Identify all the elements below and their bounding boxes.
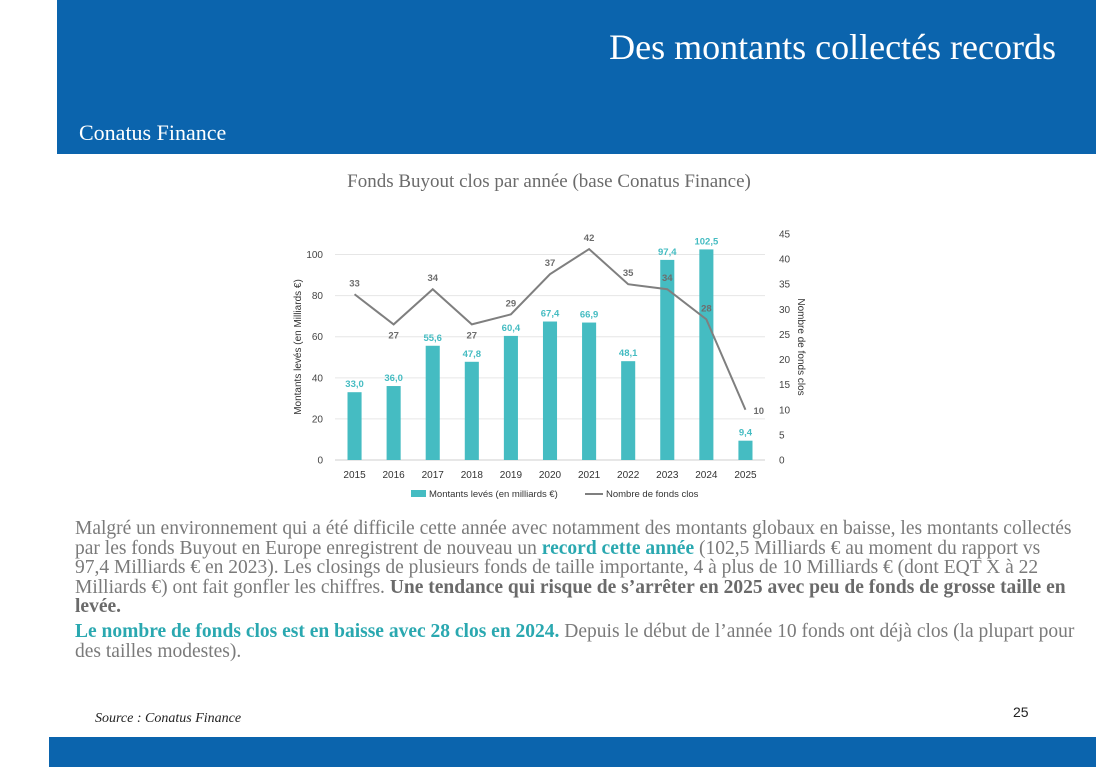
x-tick-label: 2023	[656, 470, 679, 481]
legend-label-line: Nombre de fonds clos	[606, 489, 699, 500]
legend-swatch-bar	[411, 490, 426, 497]
x-tick-label: 2017	[421, 470, 444, 481]
bar	[699, 249, 713, 460]
bar-data-label: 102,5	[694, 236, 719, 248]
x-tick-label: 2025	[734, 470, 757, 481]
y-tick-label: 20	[311, 414, 323, 426]
line-data-label: 28	[701, 303, 712, 315]
bar	[465, 362, 479, 460]
bar	[387, 386, 401, 460]
y2-tick-label: 35	[779, 279, 791, 291]
line-data-label: 35	[622, 268, 634, 280]
p1-text-a: Malgré un environnement qui a été difficile cette année avec notamment des montants globaux en baisse, les montants collectés par les fonds Buyout en Europe enregistrent de nouveau un	[75, 518, 1072, 559]
brand-label: Conatus Finance	[79, 120, 227, 145]
body-text	[75, 519, 1075, 661]
x-tick-label: 2022	[617, 470, 640, 481]
y2-tick-label: 10	[779, 405, 791, 417]
x-tick-label: 2020	[538, 470, 562, 481]
y2-tick-label: 25	[779, 329, 791, 341]
bar-data-label: 60,4	[501, 322, 521, 334]
paragraph-2	[75, 622, 1075, 661]
y-tick-label: 80	[311, 291, 323, 303]
bar	[348, 392, 362, 460]
line-data-label: 33	[349, 278, 360, 290]
line-data-label: 34	[661, 273, 673, 285]
y-tick-label: 0	[317, 455, 323, 467]
p2-text-b: Depuis le début de l’année 10 fonds ont déjà clos (la plupart pour des tailles modestes).	[75, 620, 1075, 662]
x-tick-label: 2015	[343, 470, 366, 481]
line-data-label: 37	[544, 258, 556, 270]
header-band	[57, 0, 1096, 154]
p1-highlight: record cette année	[541, 537, 695, 559]
p2-highlight: Le nombre de fonds clos est en baisse avec 28 clos en 2024.	[75, 620, 560, 642]
x-tick-label: 2019	[499, 470, 523, 481]
bar-data-label: 9,4	[738, 427, 753, 439]
bar	[426, 346, 440, 460]
y2-tick-label: 5	[779, 430, 785, 442]
y2-tick-label: 20	[779, 355, 791, 367]
line-data-label: 27	[388, 330, 399, 342]
bar-data-label: 67,4	[540, 308, 560, 320]
y2-tick-label: 40	[779, 254, 791, 266]
x-tick-label: 2021	[577, 470, 601, 481]
y2-tick-label: 15	[779, 380, 791, 392]
line-data-label: 27	[466, 330, 478, 342]
bar-data-label: 47,8	[462, 348, 482, 360]
bar-data-label: 36,0	[384, 373, 403, 385]
y-tick-label: 40	[311, 373, 323, 385]
bar	[738, 441, 752, 460]
line-data-label: 29	[505, 298, 517, 310]
bar	[582, 323, 596, 460]
y2-tick-label: 30	[779, 304, 791, 316]
x-tick-label: 2018	[460, 470, 483, 481]
page-number: 25	[1013, 704, 1029, 720]
y2-tick-label: 45	[779, 229, 791, 241]
paragraph-1	[75, 519, 1075, 617]
line-data-label: 10	[753, 405, 765, 417]
y2-axis-title: Nombre de fonds clos	[795, 298, 806, 396]
y-tick-label: 100	[306, 250, 323, 262]
chart-caption: Fonds Buyout clos par année (base Conatus Finance)	[347, 171, 751, 192]
p1-bold: Une tendance qui risque de s’arrêter en 2025 avec peu de fonds de grosse taille en levée.	[75, 576, 1066, 618]
y-axis-title: Montants levés (en Milliards €)	[293, 279, 304, 415]
bar-data-label: 55,6	[423, 332, 442, 344]
bar	[543, 322, 557, 460]
combo-chart	[285, 222, 815, 512]
line-data-label: 34	[427, 273, 439, 285]
footer-band	[49, 737, 1096, 767]
y2-tick-label: 0	[779, 455, 785, 467]
bar	[621, 361, 635, 460]
source-note: Source : Conatus Finance	[95, 711, 242, 726]
x-tick-label: 2016	[382, 470, 405, 481]
line-data-label: 42	[583, 233, 595, 245]
x-tick-label: 2024	[695, 470, 718, 481]
legend-label-bar: Montants levés (en milliards €)	[429, 489, 558, 500]
bar-data-label: 48,1	[618, 348, 638, 360]
slide-title: Des montants collectés records	[609, 27, 1056, 67]
y-tick-label: 60	[311, 332, 323, 344]
p1-text-c: (102,5 Milliards € au moment du rapport vs 97,4 Milliards € en 2023). Les closings de plusieurs fonds de taille importante, 4 à plus de 10 Milliards € (dont EQT X à 22 Milliards €) ont fait gonfler les chiffres.	[75, 537, 1041, 598]
bar-data-label: 33,0	[345, 379, 364, 391]
bar	[504, 336, 518, 460]
bar-data-label: 97,4	[658, 246, 677, 258]
bar-data-label: 66,9	[579, 309, 599, 321]
